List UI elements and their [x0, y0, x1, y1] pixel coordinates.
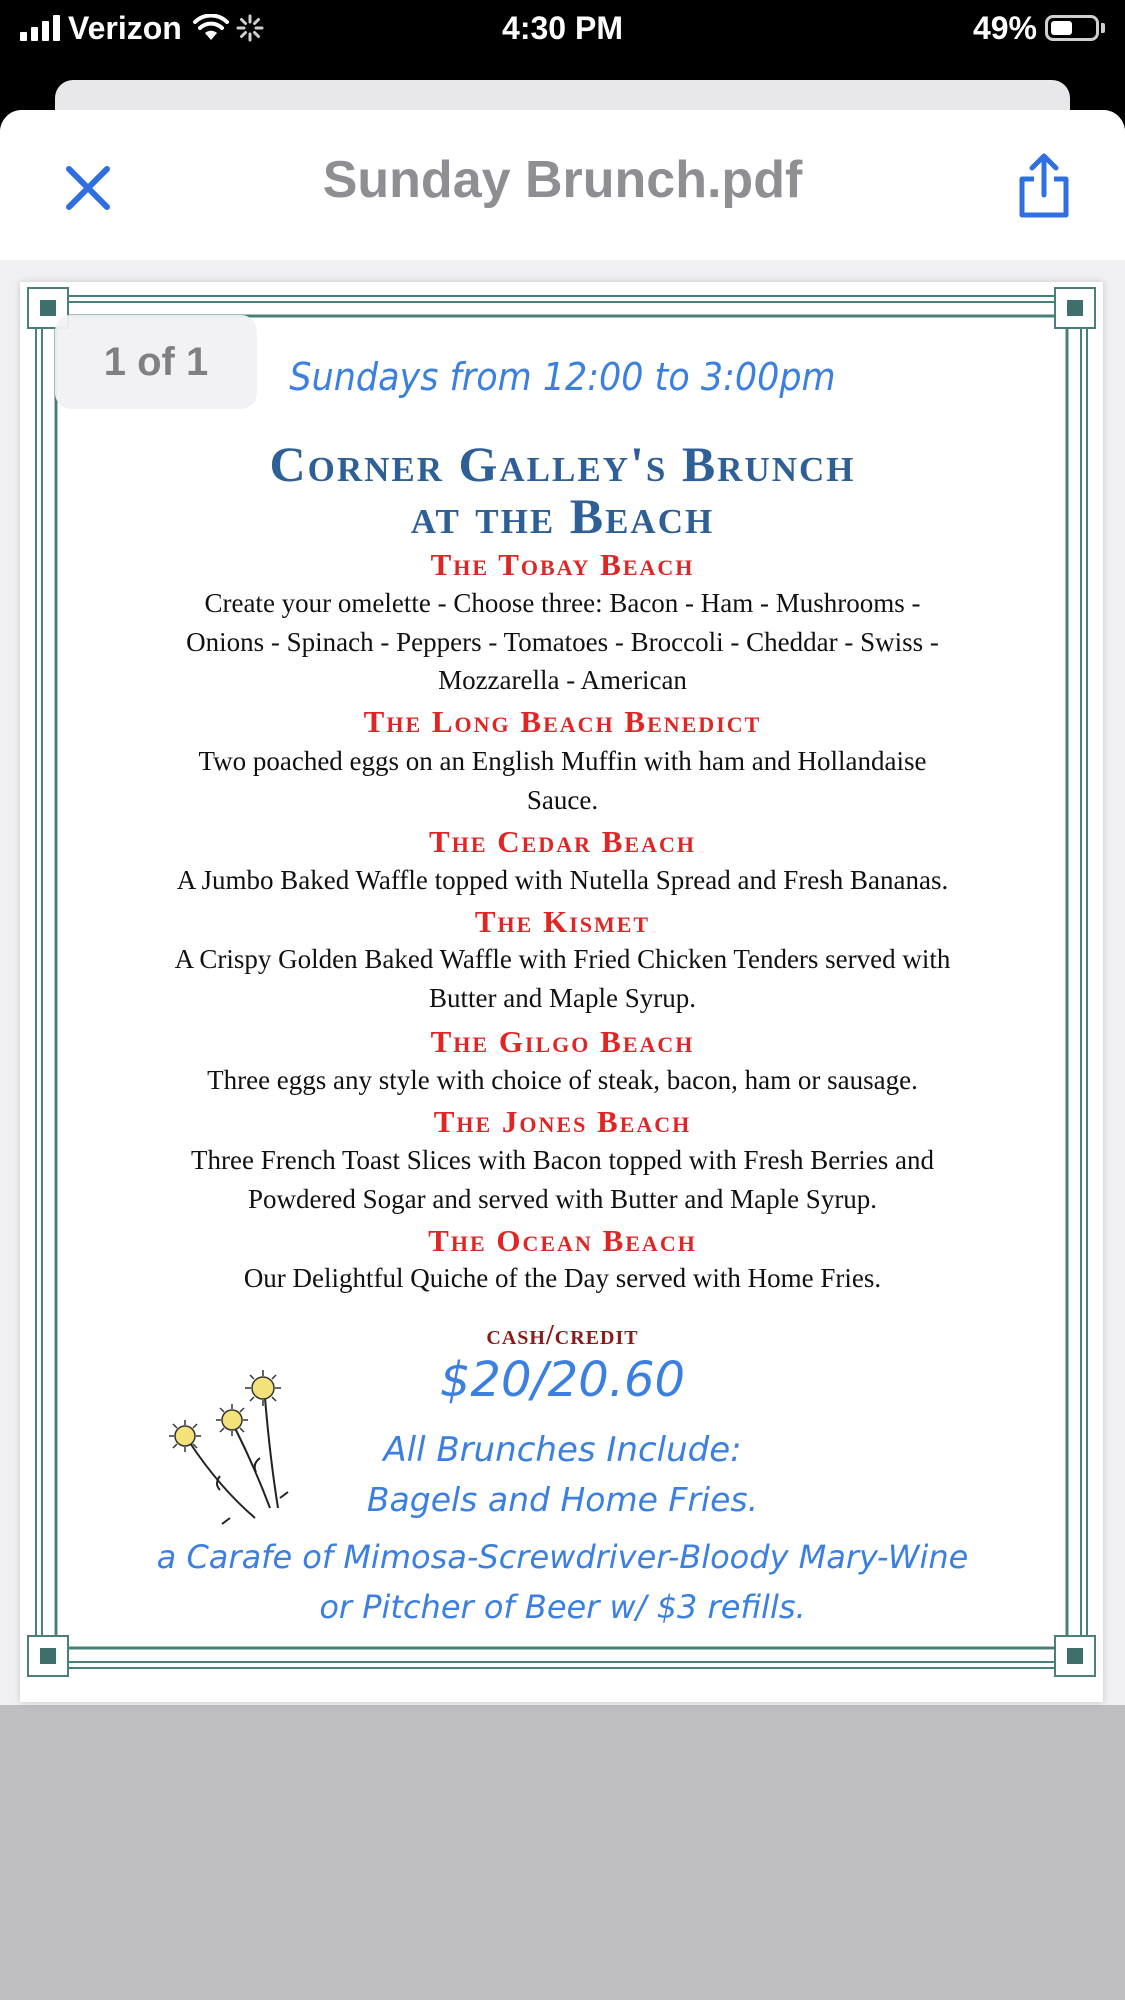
includes-items: Bagels and Home Fries. — [366, 1480, 759, 1519]
menu-item-name: The Tobay Beach — [430, 547, 695, 582]
menu-item-description: Three French Toast Slices with Bacon topped with Fresh Berries and Powdered Sogar and served with Butter and Maple Syrup. — [191, 1145, 934, 1214]
brunch-price: $20/20.60 — [439, 1352, 686, 1408]
menu-item-description: A Crispy Golden Baked Waffle with Fried Chicken Tenders served with Butter and Maple Syrup. — [174, 944, 951, 1013]
page-counter: 1 of 1 — [55, 315, 257, 409]
share-icon — [1016, 153, 1072, 219]
status-bar — [0, 0, 1125, 58]
battery-fill — [1051, 21, 1072, 35]
menu-item-name: The Long Beach Benedict — [363, 704, 762, 739]
status-right — [973, 10, 1105, 46]
share-button[interactable] — [1013, 150, 1075, 222]
includes-heading: All Brunches Include: — [383, 1430, 742, 1470]
menu-item-description: Create your omelette - Choose three: Bacon - Ham - Mushrooms - Onions - Spinach - Peppers - Tomatoes - Broccoli - Cheddar - Swiss - Mozzarella - American — [186, 588, 939, 695]
menu-item-name: The Jones Beach — [433, 1104, 692, 1139]
menu-item-description: Three eggs any style with choice of steak, bacon, ham or sausage. — [207, 1065, 918, 1095]
drinks-line1: a Carafe of Mimosa-Screwdriver-Bloody Mary-Wine — [156, 1538, 969, 1576]
battery-percent: 49% — [972, 9, 1037, 46]
carrier-label: Verizon — [68, 9, 182, 46]
payment-method: cash/credit — [486, 1320, 639, 1351]
menu-item-name: The Kismet — [474, 904, 651, 939]
empty-viewer-area — [0, 1705, 1125, 2000]
restaurant-title — [0, 438, 1125, 542]
nav-bar — [0, 110, 1125, 260]
document-title: Sunday Brunch.pdf — [322, 151, 803, 209]
restaurant-title-line1: Corner Galley's Brunch — [269, 436, 856, 492]
menu-item-name: The Gilgo Beach — [430, 1024, 695, 1059]
battery-nub — [1101, 23, 1105, 33]
menu-item-description: Our Delightful Quiche of the Day served with Home Fries. — [243, 1263, 882, 1293]
brunch-hours: Sundays from 12:00 to 3:00pm — [289, 355, 836, 399]
drinks-line2: or Pitcher of Beer w/ $3 refills. — [319, 1588, 806, 1626]
battery-icon — [1045, 15, 1099, 41]
restaurant-title-line2: at the Beach — [410, 488, 715, 544]
status-time: 4:30 PM — [502, 10, 623, 46]
menu-item-description: A Jumbo Baked Waffle topped with Nutella Spread and Fresh Bananas. — [176, 865, 949, 895]
menu-item-description: Two poached eggs on an English Muffin with ham and Hollandaise Sauce. — [198, 746, 927, 815]
menu-item-name: The Ocean Beach — [428, 1223, 697, 1258]
menu-item-name: The Cedar Beach — [429, 824, 696, 859]
